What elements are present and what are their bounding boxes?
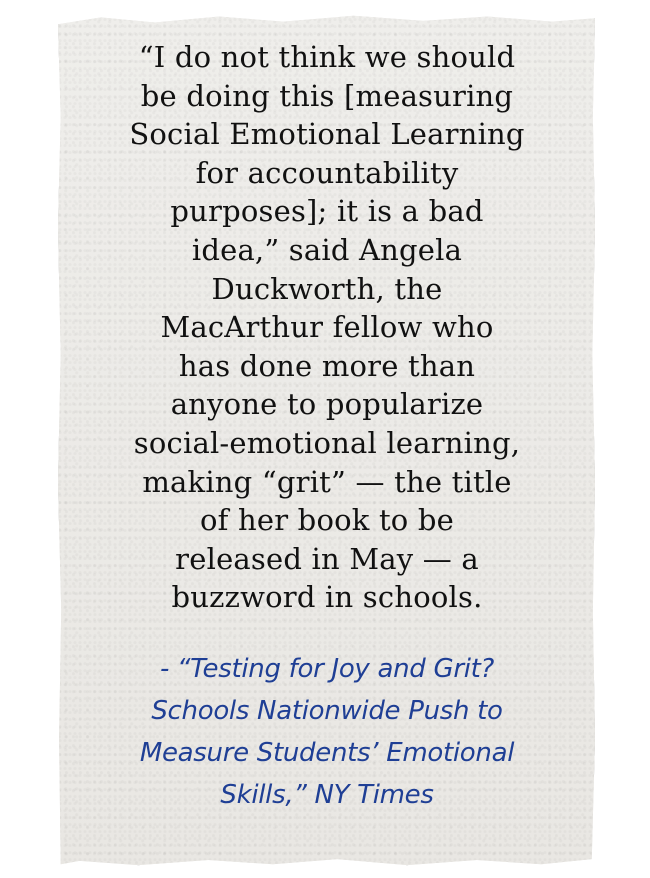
quote-line: MacArthur fellow who — [160, 310, 494, 345]
attribution-text — [80, 648, 574, 816]
attribution-line: - “Testing for Joy and Grit? — [159, 654, 495, 684]
quote-line: has done more than — [178, 348, 476, 383]
quote-line: for accountability — [195, 155, 459, 190]
quote-line: Social Emotional Learning — [129, 117, 525, 152]
quote-text — [80, 38, 574, 617]
quote-line: buzzword in schools. — [171, 580, 483, 615]
quote-line: be doing this [measuring — [140, 78, 514, 113]
quote-line: of her book to be — [199, 503, 455, 538]
quote-line: anyone to popularize — [170, 387, 484, 422]
attribution-line: Measure Students’ Emotional — [139, 738, 515, 768]
quote-line: “I do not think we should — [138, 40, 516, 74]
quote-line: social-emotional learning, — [133, 425, 521, 460]
attribution-line: Skills,” NY Times — [220, 780, 434, 810]
quote-line: idea,” said Angela — [191, 232, 463, 267]
quote-line: purposes]; it is a bad — [170, 194, 484, 229]
attribution-line: Schools Nationwide Push to — [151, 696, 503, 726]
quote-line: released in May — a — [175, 541, 479, 576]
quote-line: making “grit” — the title — [142, 464, 512, 499]
quote-line: Duckworth, the — [211, 271, 443, 306]
